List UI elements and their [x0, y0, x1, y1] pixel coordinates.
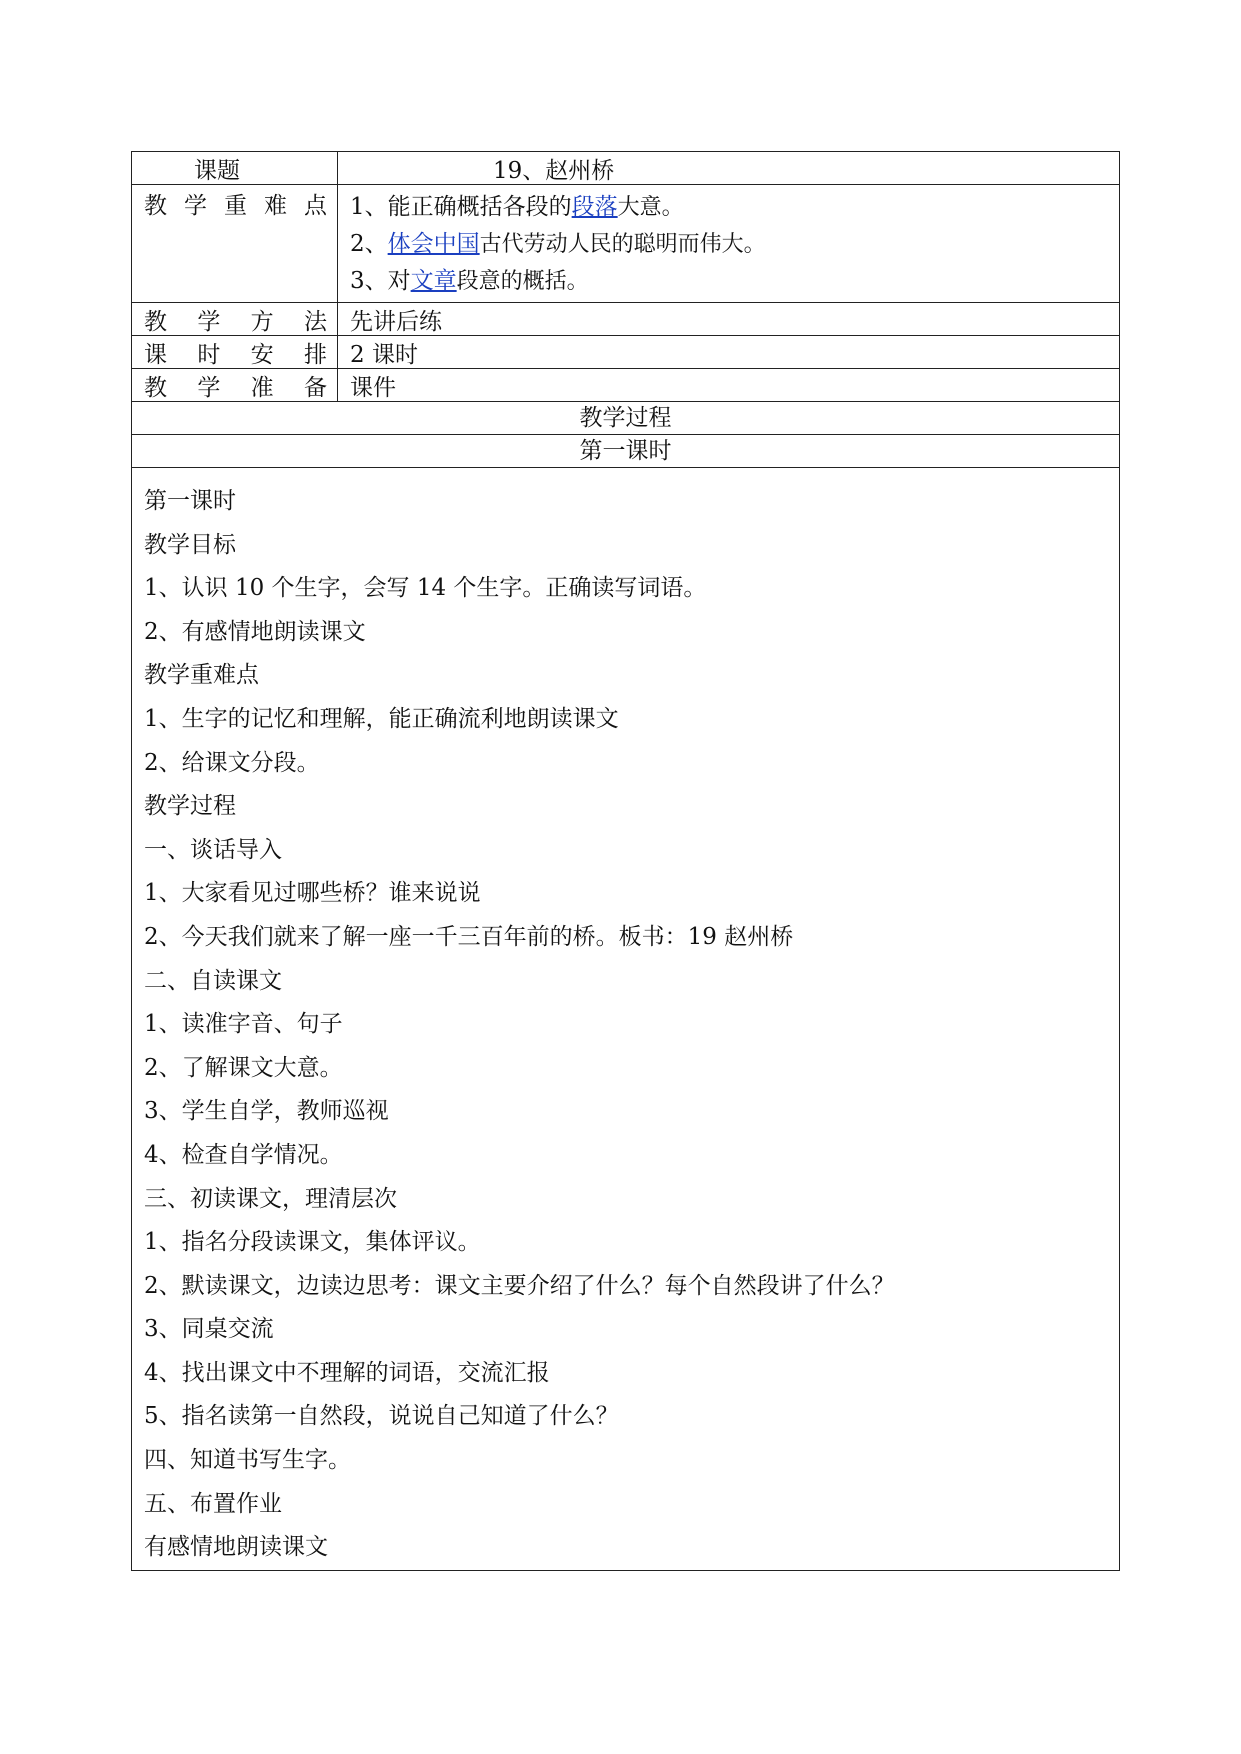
body-line: 第一课时	[144, 488, 236, 514]
body-line: 一、谈话导入	[144, 836, 282, 863]
schedule-row	[132, 336, 1119, 369]
key-points-list	[338, 185, 1119, 302]
body-line: 教学目标	[144, 531, 236, 558]
key-point-item: 2、体会中国古代劳动人民的聪明而伟大。	[350, 231, 766, 257]
body-line: 教学重难点	[144, 662, 259, 689]
label-char: 课	[144, 341, 167, 368]
body-line: 五、布置作业	[144, 1490, 282, 1517]
key-point-item: 1、能正确概括各段的段落大意。	[350, 194, 684, 220]
lesson-body	[132, 468, 907, 1570]
body-line: 4、检查自学情况。	[144, 1141, 343, 1168]
body-line: 1、指名分段读课文，集体评议。	[144, 1229, 481, 1256]
method-label	[132, 303, 338, 335]
body-line: 3、学生自学，教师巡视	[144, 1098, 389, 1125]
label-char: 点	[304, 193, 327, 219]
key-point-item: 3、对文章段意的概括。	[350, 268, 589, 294]
label-char: 重	[224, 193, 247, 219]
label-char: 教	[144, 308, 167, 335]
label-char: 安	[250, 341, 274, 368]
label-char: 排	[303, 341, 327, 368]
body-line: 3、同桌交流	[144, 1316, 274, 1343]
body-line: 2、有感情地朗读课文	[144, 618, 366, 645]
body-line: 有感情地朗读课文	[144, 1534, 328, 1561]
label-char: 准	[250, 374, 274, 401]
body-line: 2、今天我们就来了解一座一千三百年前的桥。板书：19 赵州桥	[144, 923, 794, 950]
label-char: 方	[250, 308, 274, 335]
body-line: 教学过程	[144, 793, 236, 820]
process-heading-row	[132, 402, 1119, 435]
key-points-label	[132, 185, 338, 302]
body-line: 1、读准字音、句子	[144, 1011, 343, 1038]
label-char: 教	[144, 193, 167, 219]
label-char: 教	[144, 374, 167, 401]
body-line: 2、默读课文，边读边思考：课文主要介绍了什么？每个自然段讲了什么？	[144, 1272, 895, 1299]
topic-row	[132, 152, 1119, 185]
method-row	[132, 303, 1119, 336]
body-line: 四、知道书写生字。	[144, 1447, 351, 1474]
label-char: 学	[197, 374, 221, 401]
label-char: 备	[303, 374, 327, 401]
topic-value: 19、赵州桥	[493, 157, 615, 184]
process-heading: 教学过程	[579, 405, 672, 431]
link-duanluo[interactable]: 段落	[571, 194, 618, 220]
topic-label: 课题	[132, 152, 338, 184]
lesson-body-row	[132, 468, 1119, 1570]
body-line: 1、认识 10 个生字，会写 14 个生字。正确读写词语。	[144, 575, 707, 602]
label-char: 学	[197, 308, 221, 335]
body-line: 5、指名读第一自然段，说说自己知道了什么？	[144, 1403, 619, 1430]
preparation-value: 课件	[350, 374, 396, 401]
method-value: 先讲后练	[350, 308, 442, 335]
label-char: 时	[197, 341, 221, 368]
lesson-heading-row	[132, 435, 1119, 468]
body-line: 1、大家看见过哪些桥？谁来说说	[144, 880, 481, 907]
lesson-plan-table	[131, 151, 1120, 1571]
body-line: 4、找出课文中不理解的词语，交流汇报	[144, 1359, 550, 1386]
key-points-row	[132, 185, 1119, 303]
body-line: 2、了解课文大意。	[144, 1054, 343, 1081]
label-char: 难	[264, 193, 287, 219]
body-line: 三、初读课文，理清层次	[144, 1185, 397, 1212]
schedule-label	[132, 336, 338, 368]
label-char: 学	[184, 193, 207, 219]
link-wenzhang[interactable]: 文章	[410, 268, 457, 294]
body-line: 二、自读课文	[144, 967, 282, 994]
body-line: 2、给课文分段。	[144, 749, 320, 776]
preparation-row	[132, 369, 1119, 402]
link-tihui-zhongguo[interactable]: 体会中国	[387, 231, 480, 257]
lesson-heading: 第一课时	[579, 438, 672, 464]
schedule-value: 2 课时	[350, 341, 418, 368]
body-line: 1、生字的记忆和理解，能正确流利地朗读课文	[144, 705, 619, 732]
label-char: 法	[303, 308, 327, 335]
preparation-label	[132, 369, 338, 401]
